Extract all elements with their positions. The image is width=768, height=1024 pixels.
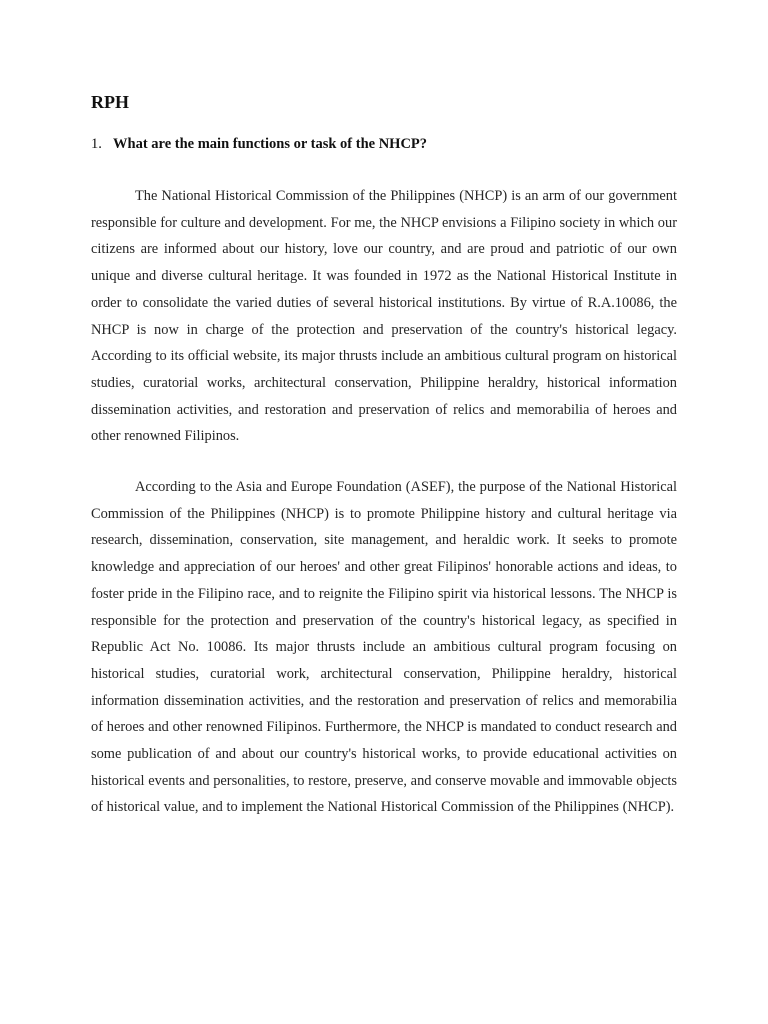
paragraph-2: According to the Asia and Europe Foundation (ASEF), the purpose of the National Historical Commission of the Philippines (NHCP) is to promote Philippine history and cultural heritage via research, dissemination, conservation, site management, and heraldic work. It seeks to promote knowledge and appreciation of our heroes' and other great Filipinos' honorable actions and ideas, to foster pride in the Filipino race, and to reignite the Filipino spirit via historical lessons. The NHCP is responsible for the protection and preservation of the country's historical legacy, as specified in Republic Act No. 10086. Its major thrusts include an ambitious cultural program focusing on historical studies, curatorial work, architectural conservation, Philippine heraldry, historical information dissemination activities, and the restoration and preservation of relics and memorabilia of heroes and other renowned Filipinos. Furthermore, the NHCP is mandated to conduct research and some publication of and about our country's historical works, to provide educational activities on historical events and personalities, to restore, preserve, and conserve movable and immovable objects of historical value, and to implement the National Historical Commission of the Philippines (NHCP). [91,479,677,816]
question-number: 1. [91,136,102,152]
question-text: What are the main functions or task of the NHCP? [113,136,428,152]
document-title: RPH [91,92,129,112]
paragraph-1: The National Historical Commission of the Philippines (NHCP) is an arm of our government responsible for culture and development. For me, the NHCP envisions a Filipino society in which our citizens are informed about our history, love our country, and are proud and patriotic of our own unique and diverse cultural heritage. It was founded in 1972 as the National Historical Institute in order to consolidate the varied duties of several historical institutions. By virtue of R.A.10086, the NHCP is now in charge of the protection and preservation of the country's historical legacy. According to its official website, its major thrusts include an ambitious cultural program on historical studies, curatorial works, architectural conservation, Philippine heraldry, historical information dissemination activities, and restoration and preservation of relics and memorabilia of heroes and other renowned Filipinos. [91,188,677,445]
question-heading [91,136,427,153]
